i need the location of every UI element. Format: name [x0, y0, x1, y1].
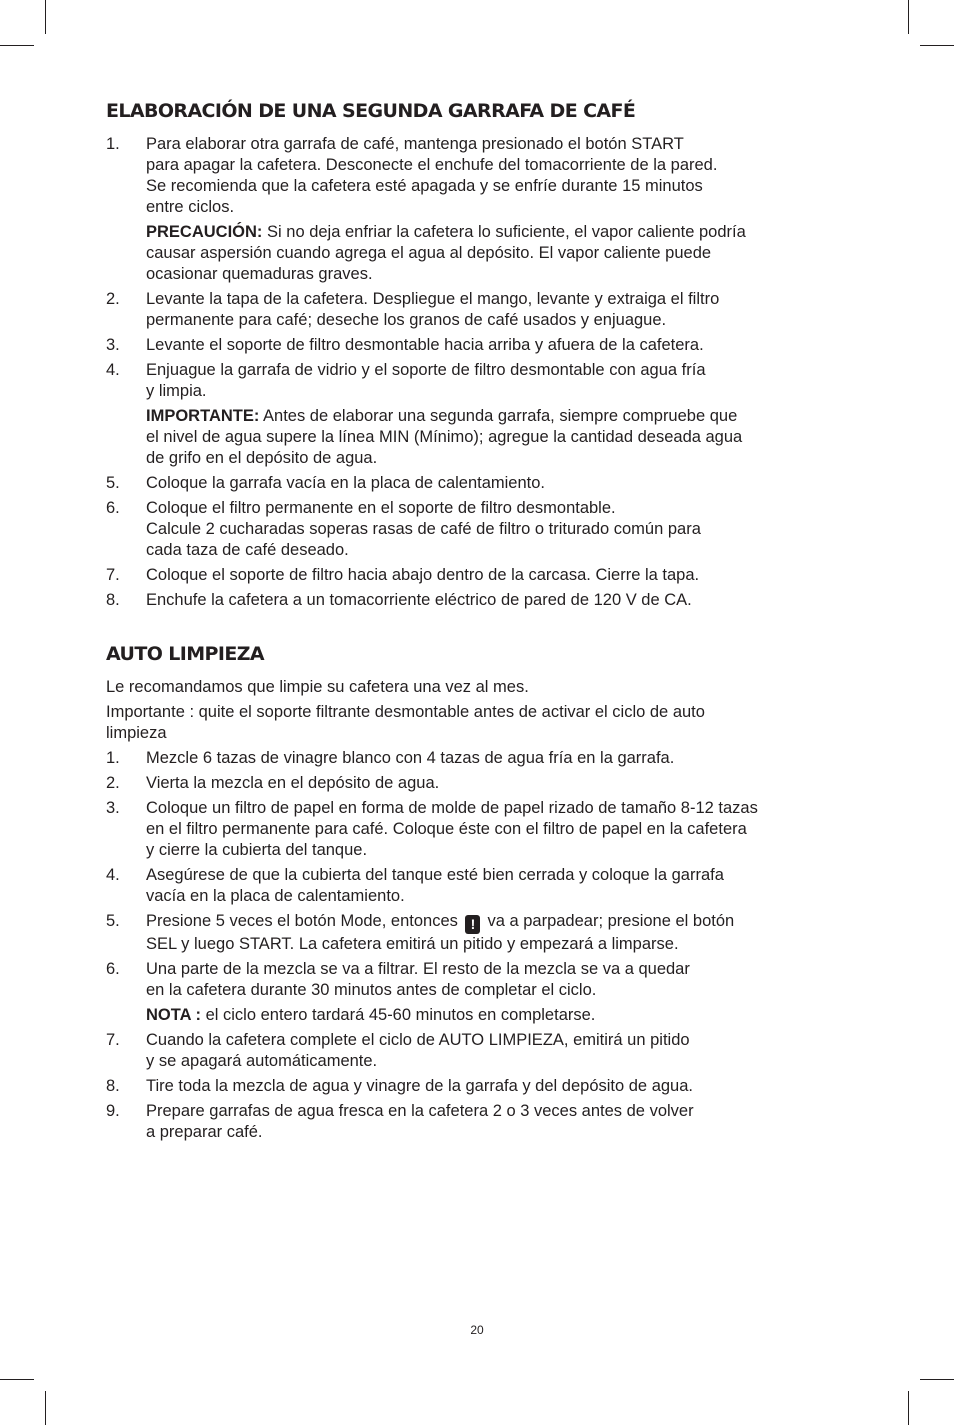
- list-item: [106, 289, 866, 331]
- item-text: va a parpadear; presione el botón: [487, 912, 735, 930]
- alert-icon: !: [465, 915, 480, 934]
- item-text: Levante el soporte de filtro desmontable hacia arriba y afuera de la cafetera.: [146, 336, 704, 354]
- item-text: Vierta la mezcla en el depósito de agua.: [146, 774, 440, 792]
- list-item: [106, 798, 866, 861]
- item-number: 5.: [106, 912, 120, 930]
- note-label: PRECAUCIÓN:: [146, 223, 263, 241]
- list-item: [106, 1076, 866, 1097]
- item-text: Enchufe la cafetera a un tomacorriente eléctrico de pared de 120 V de CA.: [146, 591, 692, 609]
- intro-line: limpieza: [106, 724, 167, 742]
- item-text: Una parte de la mezcla se va a filtrar. El resto de la mezcla se va a quedar: [146, 960, 690, 978]
- crop-mark: [45, 0, 46, 34]
- item-text: Coloque un filtro de papel en forma de molde de papel rizado de tamaño 8-12 tazas: [146, 799, 758, 817]
- crop-mark: [0, 1379, 34, 1380]
- note-text: el ciclo entero tardará 45-60 minutos en completarse.: [201, 1006, 596, 1024]
- list-item: [106, 590, 866, 611]
- list-item: [106, 360, 866, 469]
- note-text: Si no deja enfriar la cafetera lo suficiente, el vapor caliente podría: [262, 223, 746, 241]
- crop-mark: [0, 45, 34, 46]
- note-text: ocasionar quemaduras graves.: [146, 265, 373, 283]
- list-item: [106, 565, 866, 586]
- page-number: 20: [470, 1323, 484, 1337]
- note: [146, 1005, 866, 1026]
- list-item: [106, 748, 866, 769]
- crop-mark: [920, 45, 954, 46]
- note-text: el nivel de agua supere la línea MIN (Mínimo); agregue la cantidad deseada agua: [146, 428, 743, 446]
- crop-mark: [908, 1391, 909, 1425]
- list-item: [106, 134, 866, 285]
- item-number: 5.: [106, 474, 120, 492]
- item-text: permanente para café; deseche los granos de café usados y enjuague.: [146, 311, 667, 329]
- list-item: [106, 498, 866, 561]
- list-item: [106, 911, 866, 955]
- item-number: 6.: [106, 960, 120, 978]
- note-text: Antes de elaborar una segunda garrafa, siempre compruebe que: [259, 407, 738, 425]
- list-item: [106, 773, 866, 794]
- item-number: 8.: [106, 1077, 120, 1095]
- item-text: en la cafetera durante 30 minutos antes de completar el ciclo.: [146, 981, 597, 999]
- list-item: [106, 959, 866, 1026]
- item-text: Levante la tapa de la cafetera. Despliegue el mango, levante y extraiga el filtro: [146, 290, 720, 308]
- item-text: Se recomienda que la cafetera esté apagada y se enfríe durante 15 minutos: [146, 177, 703, 195]
- item-text: Tire toda la mezcla de agua y vinagre de la garrafa y del depósito de agua.: [146, 1077, 693, 1095]
- item-text: Para elaborar otra garrafa de café, mantenga presionado el botón START: [146, 135, 684, 153]
- item-text: y cierre la cubierta del tanque.: [146, 841, 368, 859]
- item-number: 2.: [106, 774, 120, 792]
- item-text: entre ciclos.: [146, 198, 235, 216]
- note-text: de grifo en el depósito de agua.: [146, 449, 378, 467]
- item-text: Coloque el soporte de filtro hacia abajo dentro de la carcasa. Cierre la tapa.: [146, 566, 700, 584]
- list-item: [106, 865, 866, 907]
- item-text: para apagar la cafetera. Desconecte el enchufe del tomacorriente de la pared.: [146, 156, 718, 174]
- intro-line: Importante : quite el soporte filtrante desmontable antes de activar el ciclo de auto: [106, 703, 705, 721]
- list-item: [106, 1101, 866, 1143]
- item-number: 1.: [106, 135, 120, 153]
- note-label: IMPORTANTE:: [146, 407, 260, 425]
- item-number: 3.: [106, 799, 120, 817]
- item-number: 3.: [106, 336, 120, 354]
- item-number: 1.: [106, 749, 120, 767]
- item-number: 4.: [106, 866, 120, 884]
- item-number: 9.: [106, 1102, 120, 1120]
- item-text: Cuando la cafetera complete el ciclo de AUTO LIMPIEZA, emitirá un pitido: [146, 1031, 690, 1049]
- item-number: 7.: [106, 1031, 120, 1049]
- note-label: NOTA :: [146, 1006, 201, 1024]
- item-text: Presione 5 veces el botón Mode, entonces: [146, 912, 463, 930]
- caution-note: [146, 222, 866, 285]
- list-item: [106, 1030, 866, 1072]
- item-text: Coloque la garrafa vacía en la placa de calentamiento.: [146, 474, 546, 492]
- item-number: 8.: [106, 591, 120, 609]
- intro-text: [106, 702, 866, 744]
- section-heading: AUTO LIMPIEZA: [106, 643, 265, 665]
- crop-mark: [45, 1391, 46, 1425]
- item-number: 4.: [106, 361, 120, 379]
- item-number: 6.: [106, 499, 120, 517]
- crop-mark: [908, 0, 909, 34]
- item-text: Mezcle 6 tazas de vinagre blanco con 4 tazas de agua fría en la garrafa.: [146, 749, 675, 767]
- intro-text: Le recomandamos que limpie su cafetera una vez al mes.: [106, 678, 529, 696]
- note-text: causar aspersión cuando agrega el agua al depósito. El vapor caliente puede: [146, 244, 712, 262]
- crop-mark: [920, 1379, 954, 1380]
- item-text: cada taza de café deseado.: [146, 541, 349, 559]
- list-item: [106, 473, 866, 494]
- section-heading: ELABORACIÓN DE UNA SEGUNDA GARRAFA DE CAFÉ: [106, 100, 636, 122]
- item-number: 7.: [106, 566, 120, 584]
- page-content: [106, 98, 866, 1147]
- item-text: Coloque el filtro permanente en el soporte de filtro desmontable.: [146, 499, 616, 517]
- important-note: [146, 406, 866, 469]
- item-text: a preparar café.: [146, 1123, 263, 1141]
- item-text: Calcule 2 cucharadas soperas rasas de café de filtro o triturado común para: [146, 520, 701, 538]
- list-item: [106, 335, 866, 356]
- item-number: 2.: [106, 290, 120, 308]
- item-text: en el filtro permanente para café. Coloque éste con el filtro de papel en la cafetera: [146, 820, 747, 838]
- item-text: Prepare garrafas de agua fresca en la cafetera 2 o 3 veces antes de volver: [146, 1102, 694, 1120]
- item-text: y se apagará automáticamente.: [146, 1052, 378, 1070]
- item-text: SEL y luego START. La cafetera emitirá un pitido y empezará a limparse.: [146, 935, 679, 953]
- item-text: vacía en la placa de calentamiento.: [146, 887, 405, 905]
- item-text: Asegúrese de que la cubierta del tanque esté bien cerrada y coloque la garrafa: [146, 866, 724, 884]
- item-text: Enjuague la garrafa de vidrio y el soporte de filtro desmontable con agua fría: [146, 361, 706, 379]
- item-text: y limpia.: [146, 382, 207, 400]
